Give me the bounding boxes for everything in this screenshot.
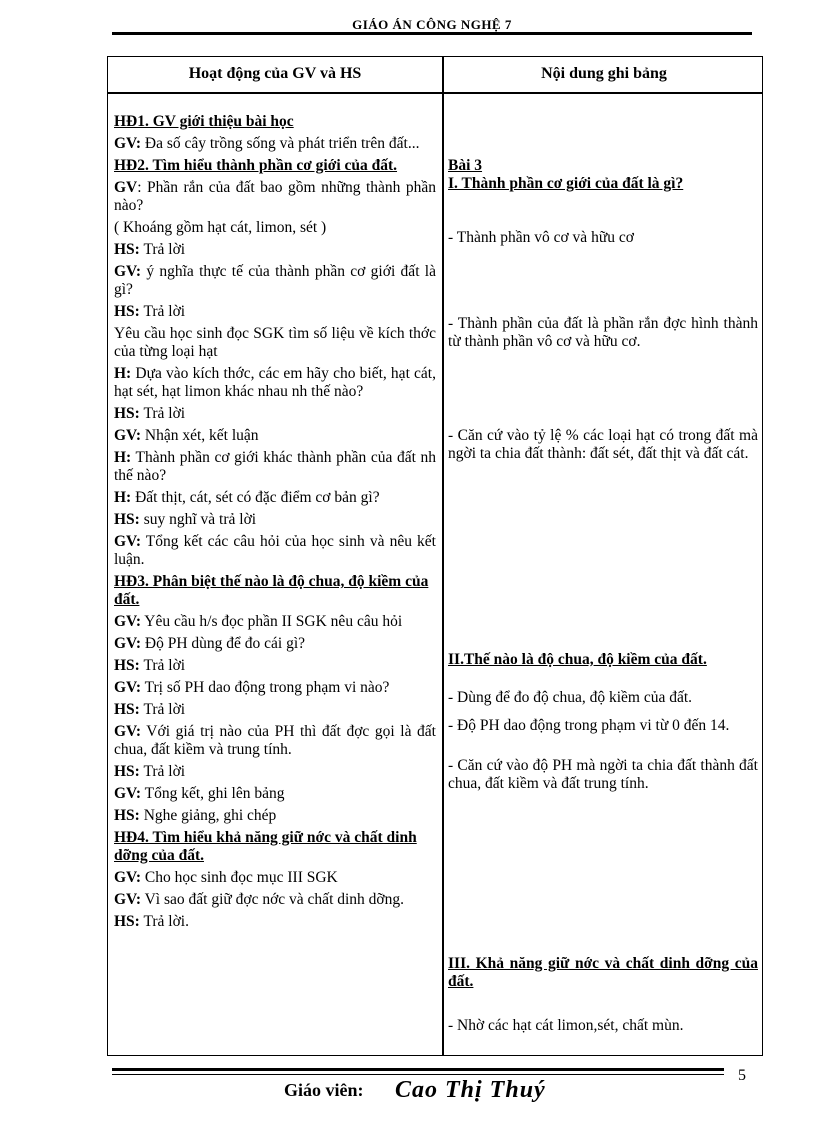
speaker-role: HS: <box>114 763 140 780</box>
activity-text: Tổng kết các câu hỏi của học sinh và nêu kết luận. <box>114 533 436 568</box>
header-rule <box>112 32 752 35</box>
board-heading: III. Khả năng giữ nớc và chất dinh dỡng của đất. <box>448 955 758 990</box>
activity-text: Trả lời <box>139 405 186 422</box>
board-line: - Độ PH dao động trong phạm vi từ 0 đến 14. <box>448 717 730 734</box>
footer-rule-thin <box>112 1074 724 1075</box>
board-line: - Thành phần vô cơ và hữu cơ <box>448 229 634 246</box>
activity-heading: HĐ3. Phân biệt thế nào là độ chua, độ kiềm của đất. <box>114 573 429 608</box>
activity-line <box>114 219 436 237</box>
speaker-role: GV: <box>114 679 141 696</box>
activity-text: Vì sao đất giữ đợc nớc và chất dinh dỡng. <box>141 891 405 908</box>
activity-text: Yêu cầu học sinh đọc SGK tìm số liệu về kích thớc của từng loại hạt <box>114 325 436 360</box>
activity-text: Trả lời. <box>139 913 189 930</box>
activity-heading: HĐ1. GV giới thiệu bài học <box>114 113 294 130</box>
activity-text: suy nghĩ và trả lời <box>139 511 257 528</box>
activity-line <box>114 635 436 653</box>
speaker-role: GV: <box>114 613 141 630</box>
speaker-role: H: <box>114 489 132 506</box>
board-heading: Bài 3 <box>448 157 483 174</box>
board-line: - Căn cứ vào tỷ lệ % các loại hạt có trong đất mà ngời ta chia đất thành: đất sét, đất thịt và đất cát. <box>448 427 758 462</box>
activity-line <box>114 913 436 931</box>
activity-line <box>114 489 436 507</box>
activity-text: Trả lời <box>139 241 186 258</box>
table-header-row <box>108 57 762 94</box>
speaker-role: H: <box>114 449 132 466</box>
activity-line <box>114 449 436 485</box>
activity-text: Trả lời <box>139 701 186 718</box>
speaker-role: H: <box>114 365 132 382</box>
speaker-role: HS: <box>114 511 140 528</box>
activity-text: Thành phần cơ giới khác thành phần của đất nh thế nào? <box>114 449 436 484</box>
activity-text: ý nghĩa thực tế của thành phần cơ giới đất là gì? <box>114 263 436 298</box>
col-left-header: Hoạt động của GV và HS <box>188 65 362 82</box>
speaker-role: GV: <box>114 723 141 740</box>
speaker-role: HS: <box>114 303 140 320</box>
speaker-role: HS: <box>114 657 140 674</box>
activity-heading: HĐ2. Tìm hiểu thành phần cơ giới của đất. <box>114 157 398 174</box>
speaker-role: GV <box>114 179 138 196</box>
activity-line <box>114 405 436 423</box>
activity-line <box>114 511 436 529</box>
activity-line <box>114 427 436 445</box>
col-right-header: Nội dung ghi bảng <box>541 65 667 82</box>
speaker-role: GV: <box>114 135 141 152</box>
activity-text: : Phần rắn của đất bao gồm những thành phần nào? <box>114 179 436 214</box>
activity-line <box>114 241 436 259</box>
activity-text: Trả lời <box>139 763 186 780</box>
teacher-label: Giáo viên: <box>284 1080 364 1100</box>
page-number: 5 <box>738 1067 746 1084</box>
teacher-signature-name: Cao Thị Thuý <box>395 1077 546 1103</box>
activity-text: Trả lời <box>139 303 186 320</box>
activity-line <box>114 869 436 887</box>
activity-line <box>114 613 436 631</box>
activity-text: Tổng kết, ghi lên bảng <box>141 785 285 802</box>
header-title: GIÁO ÁN CÔNG NGHỆ 7 <box>352 17 512 32</box>
board-line: - Căn cứ vào độ PH mà ngời ta chia đất thành đất chua, đất kiềm và đất trung tính. <box>448 757 758 792</box>
activity-line <box>114 365 436 401</box>
activity-line <box>114 303 436 321</box>
speaker-role: GV: <box>114 635 141 652</box>
activity-line <box>114 533 436 569</box>
teacher-student-activities <box>114 113 436 935</box>
speaker-role: GV: <box>114 533 141 550</box>
speaker-role: GV: <box>114 869 141 886</box>
activity-text: Trị số PH dao động trong phạm vi nào? <box>141 679 390 696</box>
activity-heading: HĐ4. Tìm hiểu khả năng giữ nớc và chất dinh dỡng của đất. <box>114 829 417 864</box>
activity-line <box>114 263 436 299</box>
activity-text: ( Khoáng gồm hạt cát, limon, sét ) <box>114 219 327 236</box>
page-header <box>112 14 752 36</box>
activity-line <box>114 135 436 153</box>
column-divider <box>442 57 444 1055</box>
activity-line <box>114 657 436 675</box>
activity-line <box>114 807 436 825</box>
speaker-role: GV: <box>114 263 141 280</box>
speaker-role: HS: <box>114 405 140 422</box>
activity-line <box>114 785 436 803</box>
activity-text: Độ PH dùng để đo cái gì? <box>141 635 306 652</box>
speaker-role: GV: <box>114 891 141 908</box>
board-line: - Nhờ các hạt cát limon,sét, chất mùn. <box>448 1017 684 1034</box>
activity-text: Trả lời <box>139 657 186 674</box>
activity-text: Đa số cây trồng sống và phát triển trên đất... <box>141 135 420 152</box>
speaker-role: HS: <box>114 701 140 718</box>
activity-line <box>114 891 436 909</box>
speaker-role: HS: <box>114 913 140 930</box>
activity-text: Với giá trị nào của PH thì đất đợc gọi là đất chua, đất kiềm và trung tính. <box>114 723 436 758</box>
activity-line <box>114 701 436 719</box>
board-heading: I. Thành phần cơ giới của đất là gì? <box>448 175 684 192</box>
activity-text: Yêu cầu h/s đọc phần II SGK nêu câu hỏi <box>141 613 403 630</box>
activity-text: Dựa vào kích thớc, các em hãy cho biết, hạt cát, hạt sét, hạt limon khác nhau nh thế nào? <box>114 365 436 400</box>
activity-line <box>114 325 436 361</box>
board-heading: II.Thế nào là độ chua, độ kiềm của đất. <box>448 651 707 668</box>
activity-text: Nhận xét, kết luận <box>141 427 259 444</box>
activity-text: Cho học sinh đọc mục III SGK <box>141 869 338 886</box>
footer-rule <box>112 1068 724 1071</box>
activity-line <box>114 763 436 781</box>
activity-line <box>114 679 436 697</box>
activity-line <box>114 723 436 759</box>
activity-text: Nghe giảng, ghi chép <box>139 807 277 824</box>
speaker-role: GV: <box>114 785 141 802</box>
board-line: - Dùng để đo độ chua, độ kiềm của đất. <box>448 689 693 706</box>
speaker-role: HS: <box>114 807 140 824</box>
speaker-role: GV: <box>114 427 141 444</box>
speaker-role: HS: <box>114 241 140 258</box>
lesson-table <box>107 56 763 1056</box>
activity-line <box>114 179 436 215</box>
activity-text: Đất thịt, cát, sét có đặc điểm cơ bản gì? <box>131 489 380 506</box>
board-line: - Thành phần của đất là phần rắn đợc hình thành từ thành phần vô cơ và hữu cơ. <box>448 315 758 350</box>
